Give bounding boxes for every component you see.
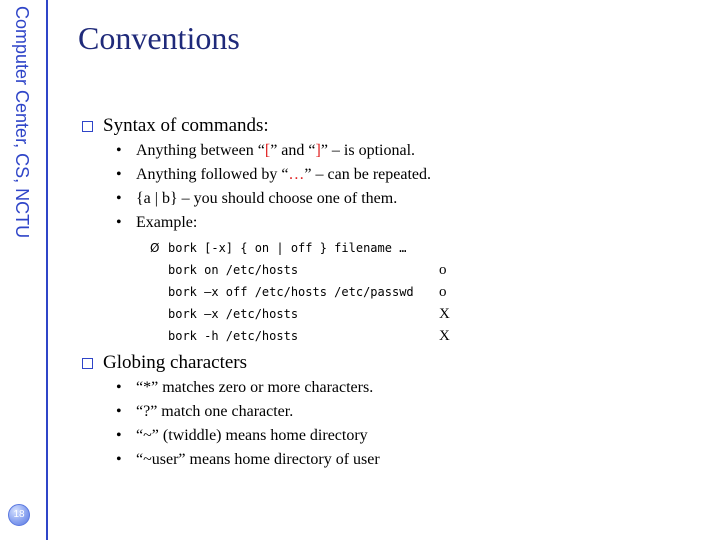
example-command: bork on /etc/hosts xyxy=(168,263,299,277)
list-item xyxy=(82,187,431,211)
example-row xyxy=(150,237,470,259)
bullet-icon: • xyxy=(116,379,122,396)
globbing-section xyxy=(82,351,380,472)
example-command: bork –x /etc/hosts xyxy=(168,307,299,321)
syntax-list xyxy=(82,139,431,235)
bullet-icon: • xyxy=(116,451,122,468)
example-row xyxy=(150,259,470,281)
globbing-heading xyxy=(82,351,380,375)
list-item xyxy=(82,163,431,187)
syntax-heading-text: Syntax of commands: xyxy=(103,115,269,136)
example-row xyxy=(150,325,470,347)
example-command: bork [-x] { on | off } filename … xyxy=(168,241,407,255)
example-result: o xyxy=(439,262,447,278)
item-text: “*” matches zero or more characters. xyxy=(136,379,374,396)
sidebar-divider xyxy=(46,0,48,540)
list-item xyxy=(82,424,380,448)
item-text: {a | b} – you should choose one of them. xyxy=(136,190,398,207)
bullet-icon: • xyxy=(116,427,122,444)
example-result: X xyxy=(439,328,450,344)
bullet-icon: • xyxy=(116,190,122,207)
highlight-text: ] xyxy=(315,142,321,159)
example-result: X xyxy=(439,306,450,322)
item-text: Anything between “ xyxy=(136,142,265,159)
list-item xyxy=(82,448,380,472)
item-text: ” – can be repeated. xyxy=(304,166,432,183)
highlight-text: [ xyxy=(264,142,271,159)
item-text: “~user” means home directory of user xyxy=(136,451,380,468)
slide-title: Conventions xyxy=(78,20,240,56)
list-item xyxy=(82,400,380,424)
list-item xyxy=(82,376,380,400)
example-row xyxy=(150,303,470,325)
sidebar-footer-text: Computer Center, CS, NCTU xyxy=(12,6,32,239)
checkbox-bullet-icon xyxy=(82,358,93,369)
example-block xyxy=(150,237,470,347)
item-text: Anything followed by “ xyxy=(136,166,289,183)
example-command: bork -h /etc/hosts xyxy=(168,329,299,343)
arrow-bullet-icon: Ø xyxy=(150,241,160,255)
bullet-icon: • xyxy=(116,403,122,420)
globbing-heading-text: Globing characters xyxy=(103,352,248,373)
item-text: “~” (twiddle) means home directory xyxy=(136,427,368,444)
item-text: ” – is optional. xyxy=(320,142,416,159)
list-item xyxy=(82,211,431,235)
bullet-icon: • xyxy=(116,166,122,183)
globbing-list xyxy=(82,376,380,472)
page-number: 18 xyxy=(8,504,30,526)
bullet-icon: • xyxy=(116,214,122,231)
list-item xyxy=(82,139,431,163)
syntax-section xyxy=(82,114,431,235)
highlight-text: … xyxy=(288,166,305,183)
example-command: bork –x off /etc/hosts /etc/passwd xyxy=(168,285,414,299)
item-text: “?” match one character. xyxy=(136,403,294,420)
checkbox-bullet-icon xyxy=(82,121,93,132)
bullet-icon: • xyxy=(116,142,122,159)
item-text: Example: xyxy=(136,214,198,231)
item-text: ” and “ xyxy=(270,142,316,159)
example-result: o xyxy=(439,284,447,300)
syntax-heading xyxy=(82,114,431,138)
example-row xyxy=(150,281,470,303)
